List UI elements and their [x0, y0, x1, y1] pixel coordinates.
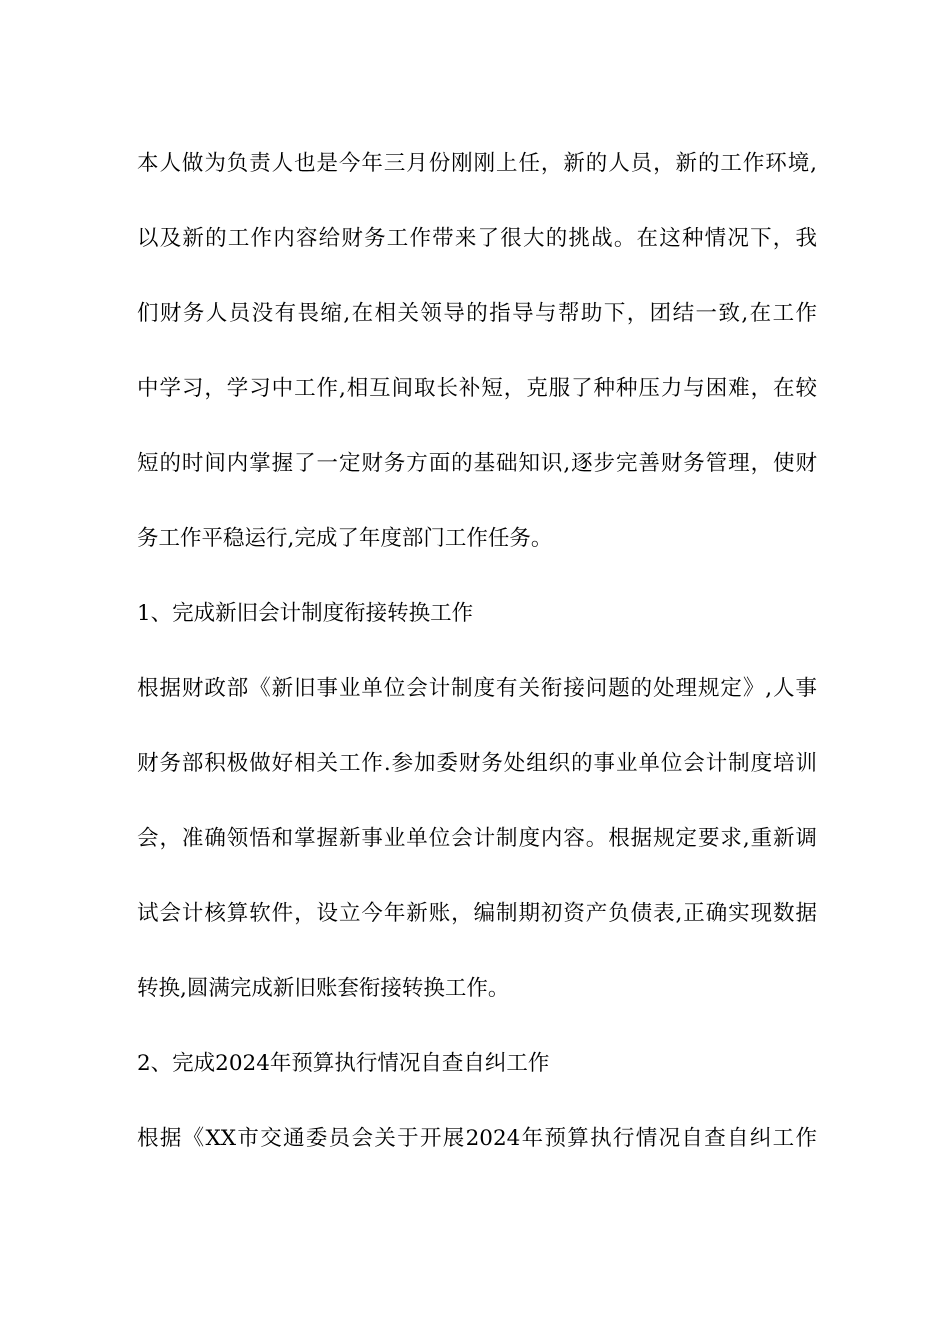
document-body [137, 140, 817, 1190]
text-line: 本人做为负责人也是今年三月份刚刚上任，新的人员，新的工作环境, [137, 151, 817, 176]
text-line: 中学习，学习中工作,相互间取长补短，克服了种种压力与困难，在较 [137, 376, 817, 401]
text-line: 们财务人员没有畏缩,在相关领导的指导与帮助下，团结一致,在工作 [137, 301, 817, 326]
text-line: 转换,圆满完成新旧账套衔接转换工作。 [137, 976, 510, 1001]
text-line: 以及新的工作内容给财务工作带来了很大的挑战。在这种情况下，我 [137, 226, 817, 251]
text-line: 财务部积极做好相关工作.参加委财务处组织的事业单位会计制度培训 [137, 751, 817, 776]
text-line: 试会计核算软件，设立今年新账，编制期初资产负债表,正确实现数据 [137, 901, 817, 926]
text-line: 根据《XX市交通委员会关于开展2024年预算执行情况自查自纠工作 [137, 1126, 817, 1151]
text-line: 会，准确领悟和掌握新事业单位会计制度内容。根据规定要求,重新调 [137, 826, 817, 851]
text-line: 务工作平稳运行,完成了年度部门工作任务。 [137, 526, 553, 551]
text-line: 根据财政部《新旧事业单位会计制度有关衔接问题的处理规定》,人事 [137, 676, 817, 701]
text-line: 短的时间内掌握了一定财务方面的基础知识,逐步完善财务管理，使财 [137, 451, 817, 476]
section-heading: 1、完成新旧会计制度衔接转换工作 [137, 601, 474, 626]
section-heading: 2、完成2024年预算执行情况自查自纠工作 [137, 1051, 550, 1076]
